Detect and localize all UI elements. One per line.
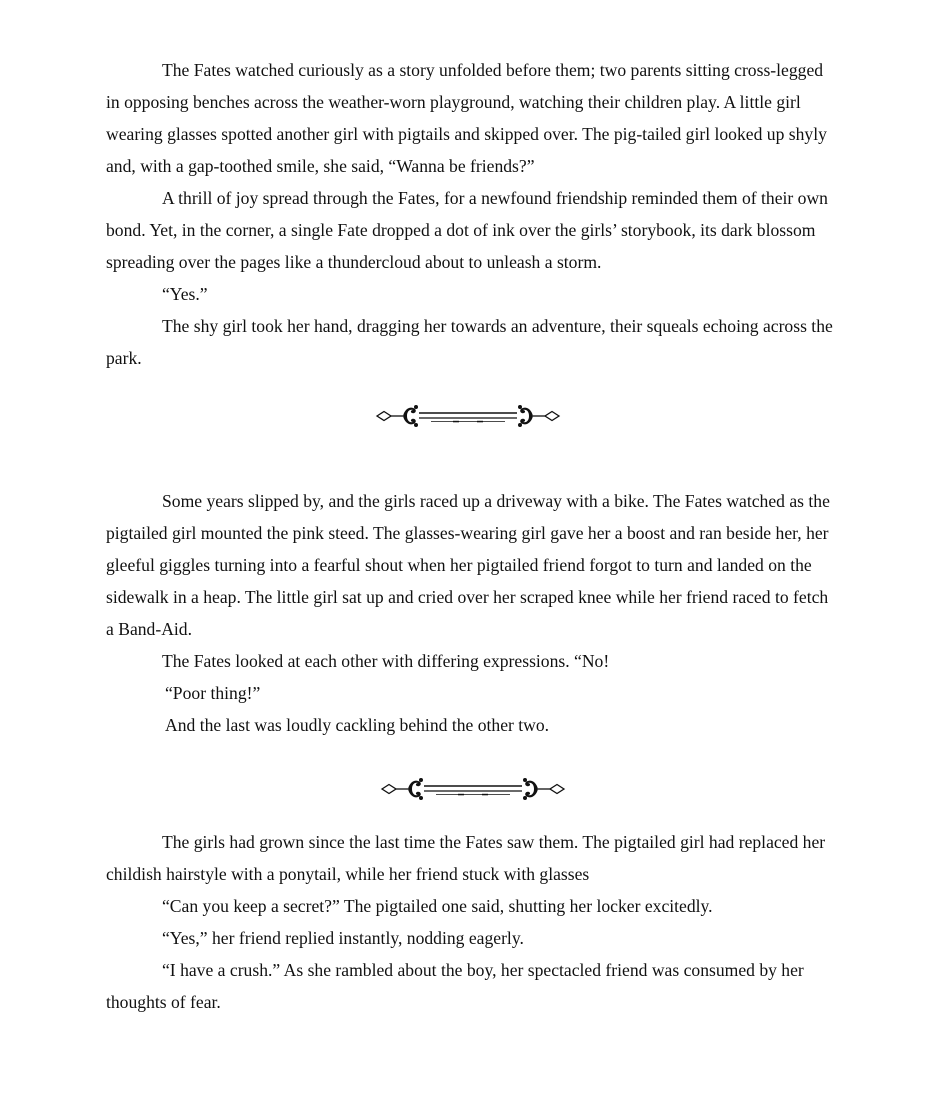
paragraph: A thrill of joy spread through the Fates, for a newfound friendship reminded them of their own bond. Yet, in the corner, a single Fate dropped a dot of ink over the girls’ storybook, its dark blossom spreading over the pages like a thundercloud about to unleash a storm.: [106, 188, 828, 272]
paragraph: The Fates looked at each other with differing expressions. “No!: [162, 651, 610, 671]
ornamental-divider-icon: [0, 771, 936, 807]
paragraph: “Poor thing!”: [165, 683, 261, 703]
paragraph: Some years slipped by, and the girls raced up a driveway with a bike. The Fates watched as the pigtailed girl mounted the pink steed. The glasses-wearing girl gave her a boost and ran beside her, her gleeful giggles turning into a fearful shout when her pigtailed friend forgot to turn and landed on the sidewalk in a heap. The little girl sat up and cried over her scraped knee while her friend raced to fetch a Band-Aid.: [106, 491, 830, 639]
ornamental-divider-icon: [0, 398, 936, 434]
section-locker: [106, 826, 836, 1018]
paragraph: The girls had grown since the last time the Fates saw them. The pigtailed girl had replaced her childish hairstyle with a ponytail, while her friend stuck with glasses: [106, 832, 826, 884]
paragraph: The shy girl took her hand, dragging her towards an adventure, their squeals echoing across the park.: [106, 316, 833, 368]
ornamental-scroll-divider-icon: [373, 400, 563, 432]
ornamental-scroll-divider-icon: [378, 773, 568, 805]
paragraph: “Yes,” her friend replied instantly, nodding eagerly.: [162, 928, 524, 948]
paragraph: The Fates watched curiously as a story unfolded before them; two parents sitting cross-legged in opposing benches across the weather-worn playground, watching their children play. A little girl wearing glasses spotted another girl with pigtails and skipped over. The pig-tailed girl looked up shyly and, with a gap-toothed smile, she said, “Wanna be friends?”: [106, 60, 827, 176]
paragraph: “Can you keep a secret?” The pigtailed one said, shutting her locker excitedly.: [162, 896, 713, 916]
paragraph: And the last was loudly cackling behind the other two.: [165, 715, 550, 735]
paragraph: “I have a crush.” As she rambled about the boy, her spectacled friend was consumed by her thoughts of fear.: [106, 960, 804, 1012]
section-bike: [106, 485, 836, 741]
section-playground: [106, 54, 836, 374]
paragraph: “Yes.”: [162, 284, 208, 304]
